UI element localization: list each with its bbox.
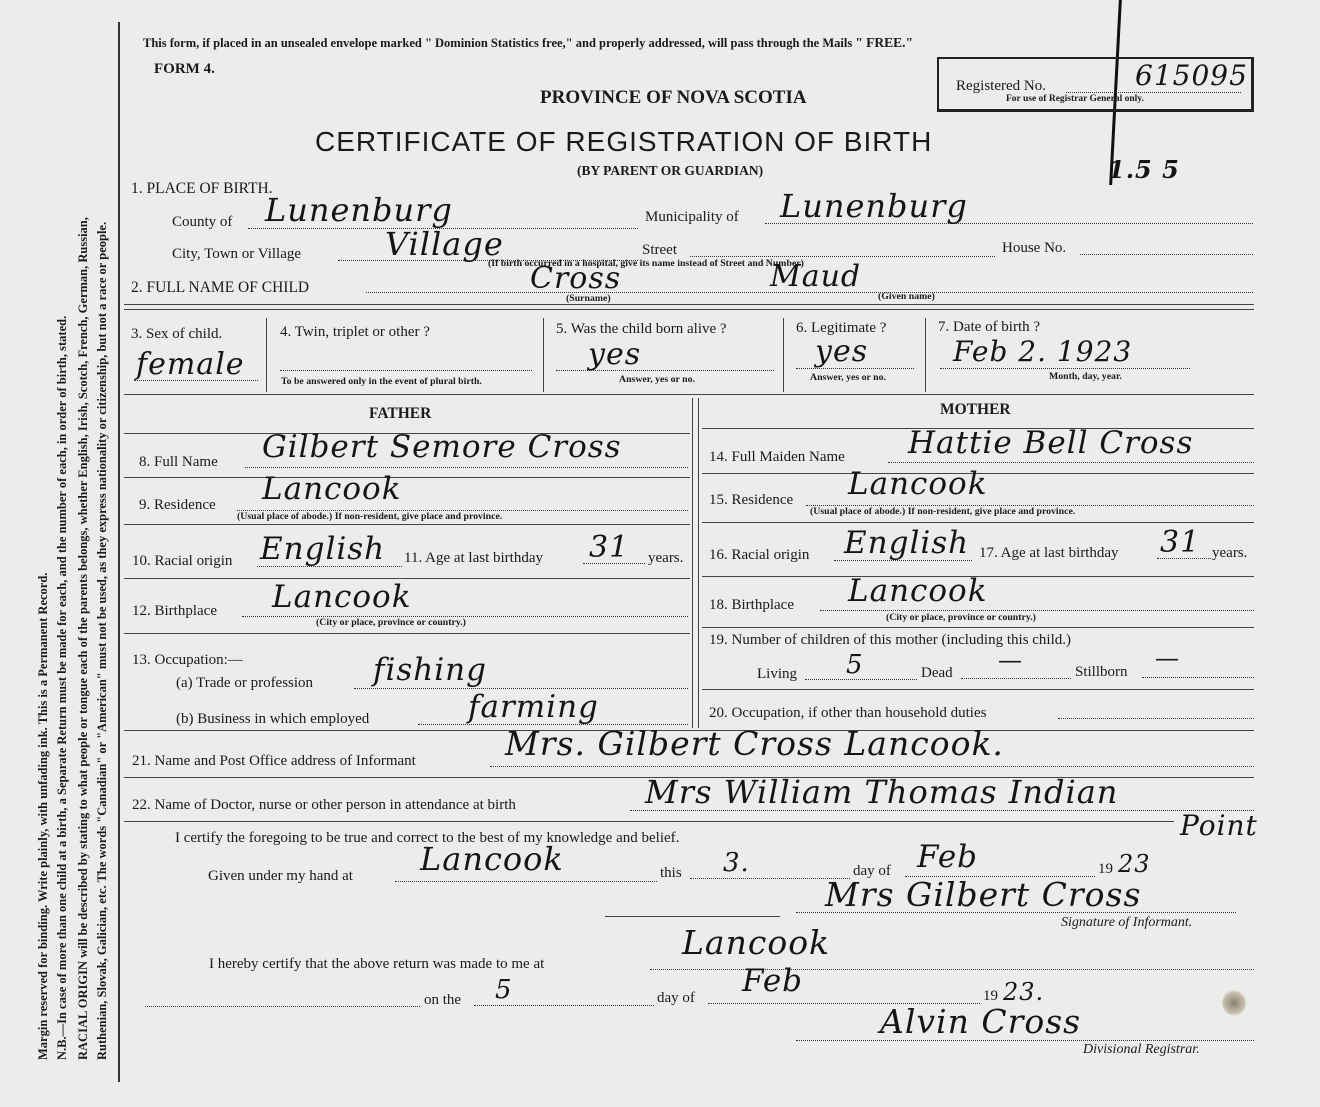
year-prefix: 19	[1098, 861, 1113, 877]
child-name-label: 2. FULL NAME OF CHILD	[131, 279, 310, 296]
mother-residence-note: (Usual place of abode.) If non-resident, give place and province.	[810, 506, 1076, 517]
father-age-value: 31	[589, 530, 630, 565]
mother-rule-4	[702, 627, 1254, 628]
margin-note-1: Margin reserved for binding. Write plainly, with unfading ink. This is a Permanent Record.	[36, 572, 50, 1060]
on-the-line	[474, 1005, 654, 1006]
city-label: City, Town or Village	[172, 246, 302, 262]
on-the-leading-line	[145, 1006, 420, 1007]
street-label: Street	[642, 242, 677, 258]
this-value: 3.	[723, 848, 750, 878]
registered-number: 615095	[1135, 59, 1248, 92]
section-rule-2	[124, 394, 1254, 395]
informant-label: 21. Name and Post Office address of Informant	[132, 753, 416, 769]
mother-occupation-label: 20. Occupation, if other than household duties	[709, 705, 987, 721]
registrar-place-line	[650, 969, 1254, 970]
section-rule-1b	[124, 309, 1254, 310]
alive-label: 5. Was the child born alive ?	[556, 321, 727, 337]
mother-name-value: Hattie Bell Cross	[908, 425, 1194, 461]
sex-value: female	[136, 347, 245, 382]
registered-label: Registered No.	[956, 78, 1046, 94]
dob-value: Feb 2. 1923	[953, 335, 1133, 368]
living-value: 5	[846, 650, 864, 680]
mother-name-label: 14. Full Maiden Name	[709, 449, 845, 465]
divider-4-5	[543, 318, 544, 392]
given-place-line	[395, 881, 657, 882]
father-business-label: (b) Business in which employed	[176, 711, 370, 727]
twin-label: 4. Twin, triplet or other ?	[280, 324, 430, 340]
this-label: this	[660, 865, 682, 881]
alive-value: yes	[588, 337, 642, 372]
divider-5-6	[783, 318, 784, 392]
municipality-label: Municipality of	[645, 209, 739, 225]
father-name-line	[245, 467, 688, 468]
street-line	[690, 256, 995, 257]
stillborn-value: —	[1155, 644, 1180, 672]
province-heading: PROVINCE OF NOVA SCOTIA	[540, 87, 807, 108]
stillborn-line	[1142, 677, 1254, 678]
father-birthplace-note: (City or place, province or country.)	[316, 617, 466, 628]
father-birthplace-value: Lancook	[272, 579, 412, 615]
given-place: Lancook	[420, 840, 564, 878]
father-race-value: English	[260, 531, 386, 567]
dead-value: —	[998, 646, 1023, 674]
father-residence-note: (Usual place of abode.) If non-resident, give place and province.	[237, 511, 503, 522]
informant-line	[490, 766, 1254, 767]
mother-birthplace-label: 18. Birthplace	[709, 597, 794, 613]
father-residence-label: 9. Residence	[139, 497, 216, 513]
mother-age-unit: years.	[1212, 545, 1248, 561]
house-label: House No.	[1002, 240, 1067, 256]
mother-heading: MOTHER	[940, 401, 1011, 418]
dob-label: 7. Date of birth ?	[938, 319, 1041, 335]
father-birthplace-label: 12. Birthplace	[132, 603, 217, 619]
signature-underline-short	[605, 916, 780, 917]
margin-note-4: Ruthenian, Slovak, Galician, etc. The words "Canadian" or "American" must not be used, as they express nationality or citizenship, but not a race or people.	[95, 221, 109, 1060]
registrar-signature: Alvin Cross	[880, 1002, 1082, 1041]
father-rule-2	[124, 524, 690, 525]
dayof2-label: day of	[657, 990, 695, 1006]
dayof2-value: Feb	[742, 963, 804, 999]
certificate-title: CERTIFICATE OF REGISTRATION OF BIRTH	[315, 126, 933, 157]
father-rule-1	[124, 477, 690, 478]
divider-6-7	[925, 318, 926, 392]
stillborn-label: Stillborn	[1075, 664, 1128, 680]
year-value: 23	[1118, 850, 1151, 878]
father-occupation-label: 13. Occupation:—	[132, 652, 243, 668]
margin-rule	[118, 22, 120, 1082]
mother-residence-label: 15. Residence	[709, 492, 794, 508]
dead-label: Dead	[921, 665, 953, 681]
given-caption: (Given name)	[878, 291, 935, 302]
margin-note-3: RACIAL ORIGIN will be described by stating to what people or tongue each of the parents belongs, whether English, Irish, Scotch, French, German, Russian,	[76, 217, 90, 1060]
informant-signature: Mrs Gilbert Cross	[825, 875, 1142, 914]
legitimate-caption: Answer, yes or no.	[810, 372, 886, 383]
mother-residence-value: Lancook	[848, 466, 988, 502]
registrar-statement: I hereby certify that the above return was made to me at	[209, 956, 545, 972]
registrar-only-note: For use of Registrar General only.	[1006, 94, 1144, 104]
doctor-label: 22. Name of Doctor, nurse or other person in attendance at birth	[132, 797, 516, 813]
child-surname: Cross	[530, 261, 622, 296]
mother-name-line	[888, 462, 1254, 463]
mother-race-label: 16. Racial origin	[709, 547, 810, 563]
dead-line	[961, 678, 1071, 679]
legitimate-label: 6. Legitimate ?	[796, 320, 887, 336]
informant-signature-caption: Signature of Informant.	[1061, 915, 1193, 930]
twin-note: To be answered only in the event of plural birth.	[281, 376, 482, 387]
mother-age-label: 17. Age at last birthday	[979, 545, 1119, 561]
father-residence-value: Lancook	[262, 471, 402, 507]
county-label: County of	[172, 214, 233, 230]
doctor-value: Mrs William Thomas Indian	[645, 773, 1119, 811]
father-business-value: farming	[468, 689, 599, 725]
informant-value: Mrs. Gilbert Cross Lancook.	[505, 724, 1004, 763]
father-heading: FATHER	[369, 405, 432, 422]
registrar-place: Lancook	[682, 923, 831, 962]
divider-3-4	[266, 318, 267, 392]
registrar-signature-caption: Divisional Registrar.	[1083, 1042, 1200, 1057]
children-label: 19. Number of children of this mother (including this child.)	[709, 632, 1072, 648]
surname-caption: (Surname)	[566, 293, 611, 304]
mother-birthplace-line	[820, 610, 1254, 611]
father-race-label: 10. Racial origin	[132, 553, 233, 569]
mother-birthplace-note: (City or place, province or country.)	[886, 612, 1036, 623]
father-name-value: Gilbert Semore Cross	[262, 429, 622, 465]
father-trade-label: (a) Trade or profession	[176, 675, 314, 691]
registered-line	[1066, 92, 1241, 93]
mother-rule-5	[702, 689, 1254, 690]
doctor-value-continued: Point	[1180, 809, 1258, 842]
city-value: Village	[385, 225, 504, 263]
father-name-label: 8. Full Name	[139, 454, 218, 470]
father-mother-divider	[692, 398, 693, 728]
father-trade-value: fishing	[373, 652, 487, 688]
section-rule-1	[124, 304, 1254, 305]
county-value: Lunenburg	[265, 191, 453, 229]
father-age-unit: years.	[648, 550, 684, 566]
mail-notice-text: This form, if placed in an unsealed envelope marked " Dominion Statistics free," and properly addressed, will pass through the Mails	[143, 36, 856, 50]
father-age-label: 11. Age at last birthday	[404, 550, 543, 566]
on-the-label: on the	[424, 992, 462, 1008]
section-rule-5	[124, 821, 1174, 822]
margin-note-2: N.B.—In case of more than one child at a birth, a Separate Return must be made for each, and the number of each, in order of birth, stated.	[55, 315, 69, 1060]
mother-race-value: English	[844, 525, 970, 561]
sex-label: 3. Sex of child.	[131, 326, 223, 342]
municipality-value: Lunenburg	[780, 187, 968, 225]
street-note: (If birth occurred in a hospital, give its name instead of Street and Number)	[488, 258, 804, 269]
mother-birthplace-value: Lancook	[848, 573, 988, 609]
mother-rule-2	[702, 522, 1254, 523]
certify-statement: I certify the foregoing to be true and correct to the best of my knowledge and belief.	[175, 830, 680, 846]
father-mother-divider-b	[698, 398, 699, 728]
house-line	[1080, 254, 1253, 255]
child-given-name: Maud	[770, 259, 862, 294]
year2-prefix: 19	[983, 988, 998, 1004]
mother-age-value: 31	[1160, 525, 1201, 560]
mail-notice	[143, 36, 913, 50]
on-the-value: 5	[495, 975, 513, 1005]
twin-line	[280, 370, 532, 371]
paper-stain	[1222, 990, 1246, 1016]
father-rule-4	[124, 633, 690, 634]
alive-caption: Answer, yes or no.	[619, 374, 695, 385]
living-label: Living	[757, 666, 797, 682]
dob-caption: Month, day, year.	[1049, 371, 1122, 382]
mail-notice-free: " FREE."	[855, 35, 914, 50]
form-number: FORM 4.	[154, 61, 215, 77]
dayof-label: day of	[853, 863, 891, 879]
certificate-subtitle: (BY PARENT OR GUARDIAN)	[577, 163, 764, 178]
legitimate-value: yes	[815, 334, 869, 369]
year2-value: 23.	[1003, 978, 1045, 1006]
dob-line	[940, 368, 1190, 369]
given-label: Given under my hand at	[208, 868, 353, 884]
stamp-mark: 1.5 5	[1108, 155, 1180, 184]
place-heading: 1. PLACE OF BIRTH.	[131, 180, 273, 197]
dayof-value: Feb	[917, 839, 979, 875]
mother-occupation-line	[1058, 718, 1254, 719]
